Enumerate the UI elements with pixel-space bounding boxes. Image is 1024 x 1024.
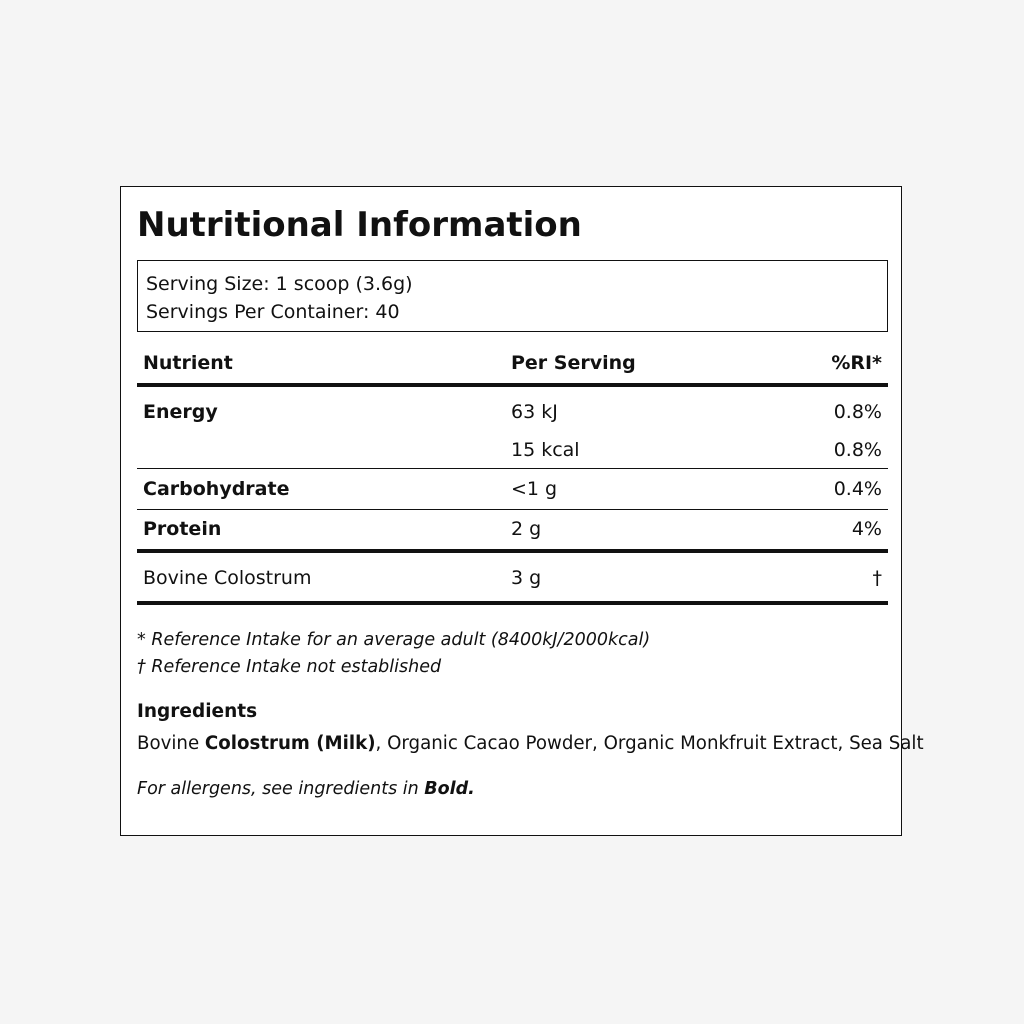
table-row-energy-kj (137, 387, 888, 429)
table-row-protein (137, 510, 888, 553)
nutrient-name: Energy (143, 401, 218, 423)
allergen-note-bold: Bold. (424, 779, 475, 799)
allergen-note-text: For allergens, see ingredients in (137, 779, 425, 799)
per-serving-value: 2 g (511, 518, 542, 540)
servings-per-container: Servings Per Container: 40 (146, 301, 400, 323)
footnote-ri-reference: * Reference Intake for an average adult (8400kJ/2000kcal) (137, 630, 651, 650)
ri-value: 0.8% (833, 439, 882, 461)
allergen-note (137, 779, 475, 799)
ingredients-part-1: Bovine (137, 733, 205, 754)
label-title: Nutritional Information (137, 205, 582, 245)
per-serving-value: 63 kJ (511, 401, 558, 423)
header-nutrient: Nutrient (143, 352, 233, 374)
footnotes (137, 627, 650, 681)
table-header-row (137, 343, 888, 387)
ri-value: 0.8% (833, 401, 882, 423)
nutrient-name: Carbohydrate (143, 478, 290, 500)
ingredients-allergen: Colostrum (Milk) (204, 733, 376, 754)
per-serving-value: 15 kcal (511, 439, 580, 461)
ingredients-part-2: , Organic Cacao Powder, Organic Monkfruit Extract, Sea Salt (375, 733, 924, 754)
ingredients-list (137, 733, 924, 754)
per-serving-value: <1 g (511, 478, 558, 500)
ri-value: † (872, 567, 882, 589)
serving-size: Serving Size: 1 scoop (3.6g) (146, 273, 413, 295)
nutrition-table (137, 343, 888, 605)
per-serving-value: 3 g (511, 567, 542, 589)
nutrition-label (120, 186, 924, 836)
nutrient-name: Protein (143, 518, 222, 540)
table-row-bovine-colostrum (137, 553, 888, 605)
nutrient-name: Bovine Colostrum (143, 567, 312, 589)
header-ri: %RI* (831, 352, 882, 374)
ri-value: 4% (851, 518, 882, 540)
header-per-serving: Per Serving (511, 352, 636, 374)
table-row-carbohydrate (137, 469, 888, 510)
footnote-ri-not-established: † Reference Intake not established (137, 657, 442, 677)
ri-value: 0.4% (833, 478, 882, 500)
ingredients-heading: Ingredients (137, 701, 258, 722)
serving-info-box (137, 260, 888, 332)
table-row-energy-kcal (137, 429, 888, 469)
